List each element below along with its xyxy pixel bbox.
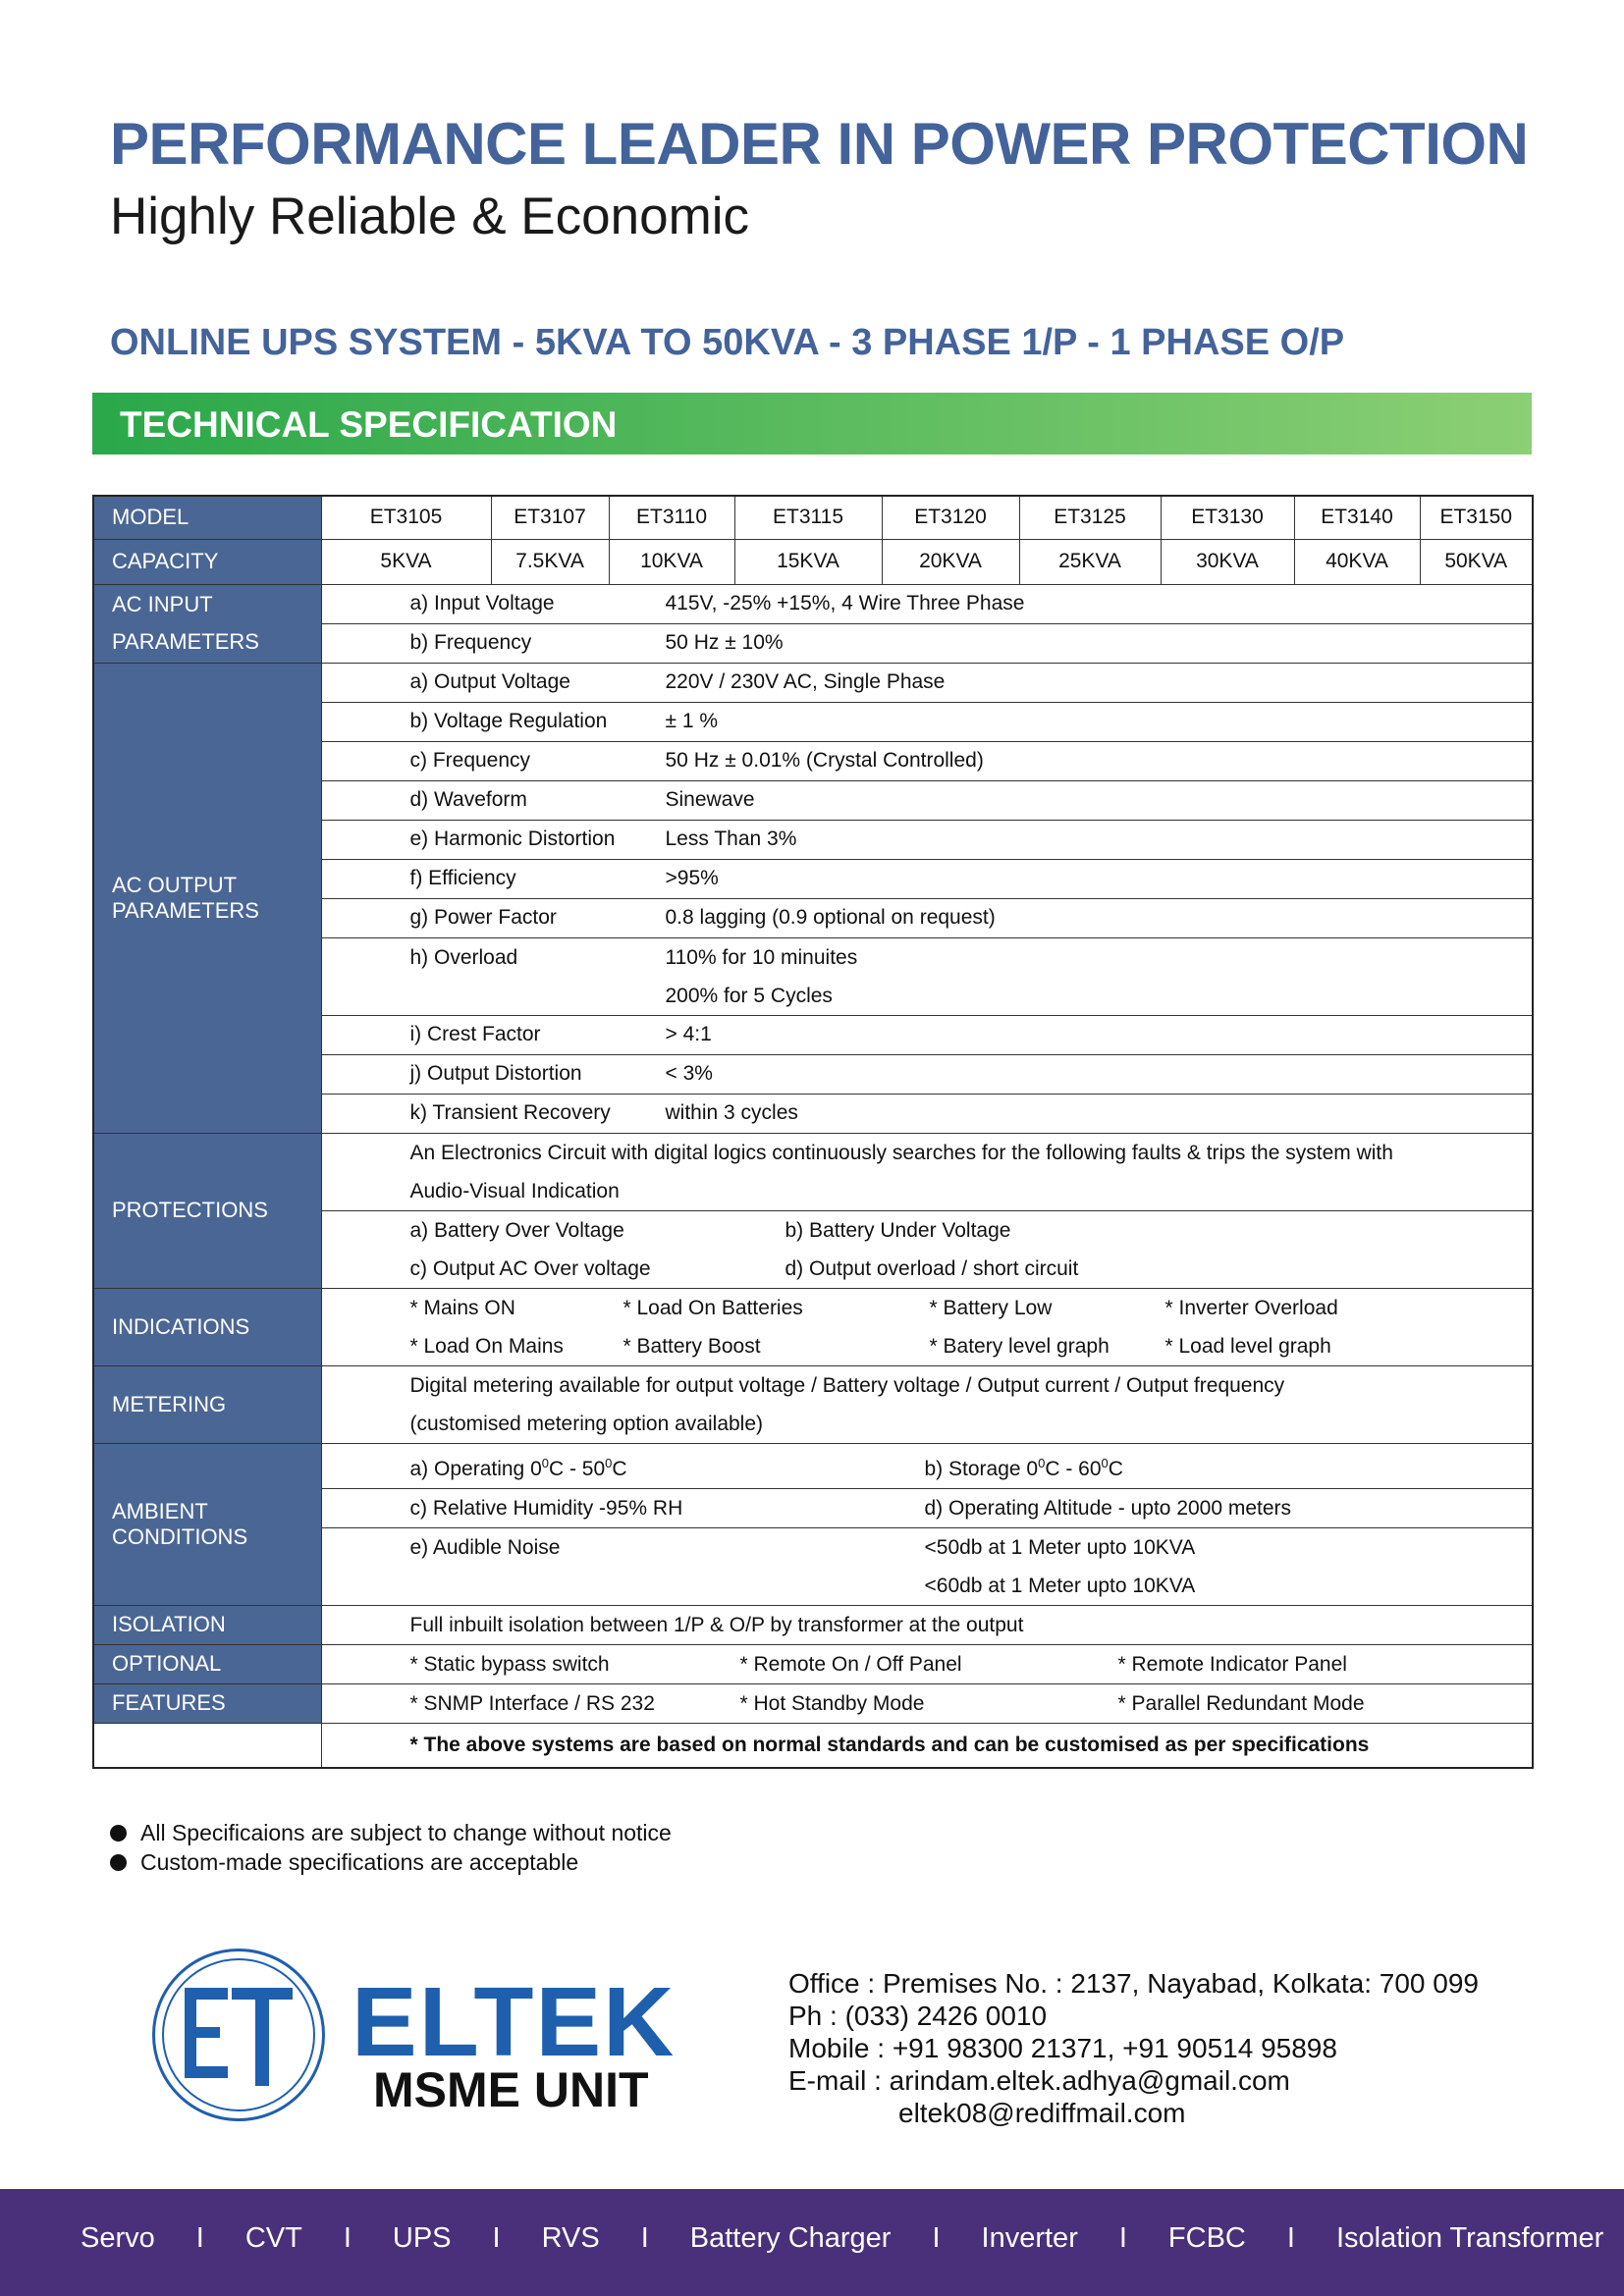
indications-label: INDICATIONS [93, 1288, 321, 1365]
spec-row [322, 1095, 1533, 1133]
footer-products [81, 2222, 1603, 2255]
overload-value-1: 110% for 10 minuites [665, 945, 858, 969]
contact-office: Office : Premises No. : 2137, Nayabad, Kolkata: 700 099 [788, 1968, 1479, 1999]
model-cell: ET3110 [609, 496, 734, 539]
footer-item: Servo [81, 2222, 155, 2254]
spec-value: 50 Hz ± 10% [665, 631, 784, 654]
spec-value: 220V / 230V AC, Single Phase [665, 670, 946, 693]
indications-section [93, 1288, 1533, 1365]
footer-item: FCBC [1167, 2222, 1246, 2254]
ambient-line [322, 1489, 1533, 1528]
superscript: 0 [1038, 1455, 1046, 1470]
contact-mobile: Mobile : +91 98300 21371, +91 90514 95898 [788, 2033, 1337, 2063]
footer-separator: I [1118, 2222, 1127, 2254]
protections-content [321, 1133, 1533, 1288]
ambient-label-line1: AMBIENT [112, 1498, 208, 1523]
superscript: 0 [541, 1455, 549, 1470]
capacity-cell: 5KVA [321, 539, 491, 584]
optional-row-1 [93, 1644, 1533, 1683]
spec-key: g) Power Factor [409, 906, 557, 929]
bullet-icon [110, 1854, 127, 1871]
indication-item: * Battery Low [929, 1296, 1053, 1319]
et-logo-icon [167, 1968, 310, 2102]
indication-item: * Battery Boost [623, 1334, 761, 1358]
features-label: FEATURES [93, 1683, 321, 1723]
indication-item: * Batery level graph [929, 1334, 1110, 1358]
protections-label: PROTECTIONS [93, 1133, 321, 1288]
protections-line [322, 1250, 1533, 1288]
capacity-label: CAPACITY [93, 539, 321, 584]
spec-value: 415V, -25% +15%, 4 Wire Three Phase [665, 592, 1025, 614]
noise-value-2: <60db at 1 Meter upto 10KVA [924, 1574, 1196, 1597]
section-title: TECHNICAL SPECIFICATION [120, 404, 618, 445]
spec-row [322, 821, 1533, 860]
note-text: All Specificaions are subject to change without notice [140, 1820, 672, 1845]
model-cell: ET3105 [321, 496, 491, 539]
spec-value: ± 1 % [665, 710, 719, 732]
spec-row [322, 1016, 1533, 1055]
protections-section [93, 1133, 1533, 1288]
model-row [93, 496, 1533, 539]
indication-item: * Load On Batteries [623, 1296, 803, 1319]
capacity-cell: 50KVA [1420, 539, 1533, 584]
spec-row [322, 1055, 1533, 1095]
optional-item: * Remote Indicator Panel [1117, 1652, 1347, 1676]
isolation-text: Full inbuilt isolation between 1/P & O/P by transformer at the output [409, 1613, 1024, 1636]
optional-content [321, 1644, 1533, 1683]
spec-key: k) Transient Recovery [409, 1101, 611, 1124]
protections-intro-2: Audio-Visual Indication [409, 1179, 620, 1202]
ac-input-section [93, 584, 1533, 663]
spec-key: j) Output Distortion [409, 1062, 582, 1085]
note-item [110, 1818, 672, 1847]
ac-output-section [93, 663, 1533, 1133]
text: C [612, 1457, 627, 1480]
spec-value: Sinewave [665, 788, 755, 811]
ac-output-content [321, 663, 1533, 1133]
footer-item: Isolation Transformer [1335, 2222, 1604, 2254]
superscript: 0 [1101, 1455, 1109, 1470]
protections-line [322, 1211, 1533, 1250]
footer-separator: I [932, 2222, 941, 2254]
spec-row [322, 585, 1533, 624]
ambient-line [322, 1528, 1533, 1605]
ac-input-label [93, 584, 321, 663]
spec-value: 0.8 lagging (0.9 optional on request) [665, 906, 996, 929]
notes [110, 1818, 672, 1877]
spec-value: Less Than 3% [665, 828, 797, 850]
ambient-noise-values [925, 1528, 1196, 1605]
indications-line [322, 1327, 1533, 1365]
metering-line-1: Digital metering available for output voltage / Battery voltage / Output current / Output frequency [409, 1373, 1285, 1397]
protection-item: b) Battery Under Voltage [785, 1218, 1011, 1242]
optional-item: * Hot Standby Mode [739, 1691, 925, 1715]
optional-line [322, 1645, 1533, 1683]
contact-email-2: eltek08@rediffmail.com [898, 2098, 1186, 2128]
isolation-label: ISOLATION [93, 1605, 321, 1644]
indication-item: * Mains ON [409, 1296, 515, 1319]
brand-unit: MSME UNIT [373, 2062, 649, 2117]
footer-item: CVT [244, 2222, 302, 2254]
footnote-content [321, 1723, 1533, 1768]
protections-intro-1: An Electronics Circuit with digital logics continuously searches for the following faults & trips the system with [409, 1141, 1393, 1164]
capacity-row [93, 539, 1533, 584]
text: C - 60 [1045, 1457, 1102, 1480]
ambient-noise: e) Audible Noise [409, 1535, 561, 1559]
footnote-spacer [93, 1723, 321, 1768]
capacity-cell: 10KVA [609, 539, 734, 584]
spec-value: >95% [665, 867, 719, 889]
spec-key: b) Voltage Regulation [409, 710, 608, 732]
contact-block [788, 1967, 1479, 2129]
protection-item: d) Output overload / short circuit [785, 1256, 1079, 1280]
capacity-cell: 30KVA [1161, 539, 1294, 584]
metering-label: METERING [93, 1365, 321, 1443]
spec-value: 50 Hz ± 0.01% (Crystal Controlled) [665, 749, 984, 772]
capacity-cell: 15KVA [734, 539, 882, 584]
section-banner [92, 393, 1532, 454]
model-cell: ET3120 [882, 496, 1019, 539]
ac-output-label-line1: AC OUTPUT [112, 872, 238, 897]
note-text: Custom-made specifications are acceptable [140, 1849, 579, 1875]
model-cell: ET3140 [1294, 496, 1420, 539]
spec-table [92, 495, 1534, 1769]
capacity-cell: 7.5KVA [491, 539, 609, 584]
ambient-altitude: d) Operating Altitude - upto 2000 meters [924, 1496, 1292, 1520]
spec-value: < 3% [665, 1062, 713, 1085]
spec-row [322, 624, 1533, 663]
optional-content [321, 1683, 1533, 1723]
optional-label: OPTIONAL [93, 1644, 321, 1683]
footer-separator: I [640, 2222, 649, 2254]
ambient-line [322, 1444, 1533, 1489]
model-cell: ET3150 [1420, 496, 1533, 539]
text: a) Operating 0 [409, 1457, 542, 1480]
model-cell: ET3107 [491, 496, 609, 539]
footer-separator: I [343, 2222, 352, 2254]
ambient-operating [410, 1444, 925, 1488]
isolation-section [93, 1605, 1533, 1644]
optional-line [322, 1684, 1533, 1723]
note-item [110, 1847, 672, 1877]
spec-row-overload [322, 938, 1533, 1016]
subheadline: Highly Reliable & Economic [110, 187, 750, 245]
spec-key: b) Frequency [409, 631, 532, 654]
protection-item: c) Output AC Over voltage [409, 1256, 651, 1280]
capacity-cell: 25KVA [1019, 539, 1161, 584]
footer-item: RVS [541, 2222, 600, 2254]
spec-key: f) Efficiency [409, 867, 516, 889]
product-title: ONLINE UPS SYSTEM - 5KVA TO 50KVA - 3 PHASE 1/P - 1 PHASE O/P [110, 322, 1345, 363]
footer-separator: I [492, 2222, 501, 2254]
contact-email: E-mail : arindam.eltek.adhya@gmail.com [788, 2065, 1290, 2096]
brand-name: ELTEK [352, 1967, 677, 2077]
optional-item: * Remote On / Off Panel [739, 1652, 962, 1676]
ambient-content [321, 1443, 1533, 1605]
spec-key: e) Harmonic Distortion [409, 828, 616, 850]
headline: PERFORMANCE LEADER IN POWER PROTECTION [110, 111, 1529, 177]
optional-row-2 [93, 1683, 1533, 1723]
footnote-row [93, 1723, 1533, 1768]
ambient-label-line2: CONDITIONS [112, 1523, 248, 1549]
footer-item: UPS [392, 2222, 452, 2254]
model-cell: ET3130 [1161, 496, 1294, 539]
ambient-label [93, 1443, 321, 1605]
optional-item: * SNMP Interface / RS 232 [409, 1691, 655, 1715]
model-cell: ET3125 [1019, 496, 1161, 539]
overload-value-2: 200% for 5 Cycles [665, 984, 833, 1007]
text: C - 50 [548, 1457, 606, 1480]
spec-row [322, 781, 1533, 821]
capacity-cell: 20KVA [882, 539, 1019, 584]
spec-key: c) Frequency [409, 749, 531, 772]
indication-item: * Load level graph [1164, 1334, 1331, 1358]
indication-item: * Inverter Overload [1164, 1296, 1338, 1319]
spec-key: h) Overload [409, 945, 518, 969]
indication-item: * Load On Mains [409, 1334, 564, 1358]
ac-input-content [321, 584, 1533, 663]
spec-key: a) Output Voltage [409, 670, 570, 693]
spec-row [322, 899, 1533, 938]
model-label: MODEL [93, 496, 321, 539]
optional-item: * Parallel Redundant Mode [1117, 1691, 1365, 1715]
footer-bar [0, 2189, 1624, 2296]
ambient-storage [925, 1444, 1123, 1488]
footer-item: Inverter [981, 2222, 1078, 2254]
text: b) Storage 0 [924, 1457, 1039, 1480]
spec-row [322, 742, 1533, 781]
spec-value: within 3 cycles [665, 1101, 798, 1124]
ac-output-label [93, 663, 321, 1133]
protection-item: a) Battery Over Voltage [409, 1218, 624, 1242]
spec-row [322, 860, 1533, 899]
footnote-text: * The above systems are based on normal standards and can be customised as per specifications [409, 1734, 1370, 1757]
spec-row [322, 703, 1533, 742]
indications-line [322, 1289, 1533, 1327]
spec-key: d) Waveform [409, 788, 527, 811]
footer-separator: I [195, 2222, 204, 2254]
metering-line-2: (customised metering option available) [409, 1412, 764, 1435]
text: C [1108, 1457, 1123, 1480]
spec-key: a) Input Voltage [409, 592, 555, 614]
spec-value: > 4:1 [665, 1023, 712, 1045]
superscript: 0 [605, 1455, 613, 1470]
spec-key: i) Crest Factor [409, 1023, 541, 1045]
model-cell: ET3115 [734, 496, 882, 539]
spec-row [322, 664, 1533, 703]
ambient-section [93, 1443, 1533, 1605]
bullet-icon [110, 1825, 127, 1842]
footer-item: Battery Charger [689, 2222, 892, 2254]
indications-content [321, 1288, 1533, 1365]
ac-input-label-line1: AC INPUT [112, 592, 213, 616]
metering-content [321, 1365, 1533, 1443]
isolation-content [321, 1605, 1533, 1644]
metering-section [93, 1365, 1533, 1443]
optional-item: * Static bypass switch [409, 1652, 610, 1676]
ac-input-label-line2: PARAMETERS [112, 629, 259, 654]
capacity-cell: 40KVA [1294, 539, 1420, 584]
footer-separator: I [1286, 2222, 1295, 2254]
noise-value-1: <50db at 1 Meter upto 10KVA [924, 1535, 1196, 1559]
contact-phone: Ph : (033) 2426 0010 [788, 2001, 1048, 2031]
spec-value [666, 938, 1533, 1015]
ac-output-label-line2: PARAMETERS [112, 897, 259, 923]
ambient-humidity: c) Relative Humidity -95% RH [409, 1496, 683, 1520]
